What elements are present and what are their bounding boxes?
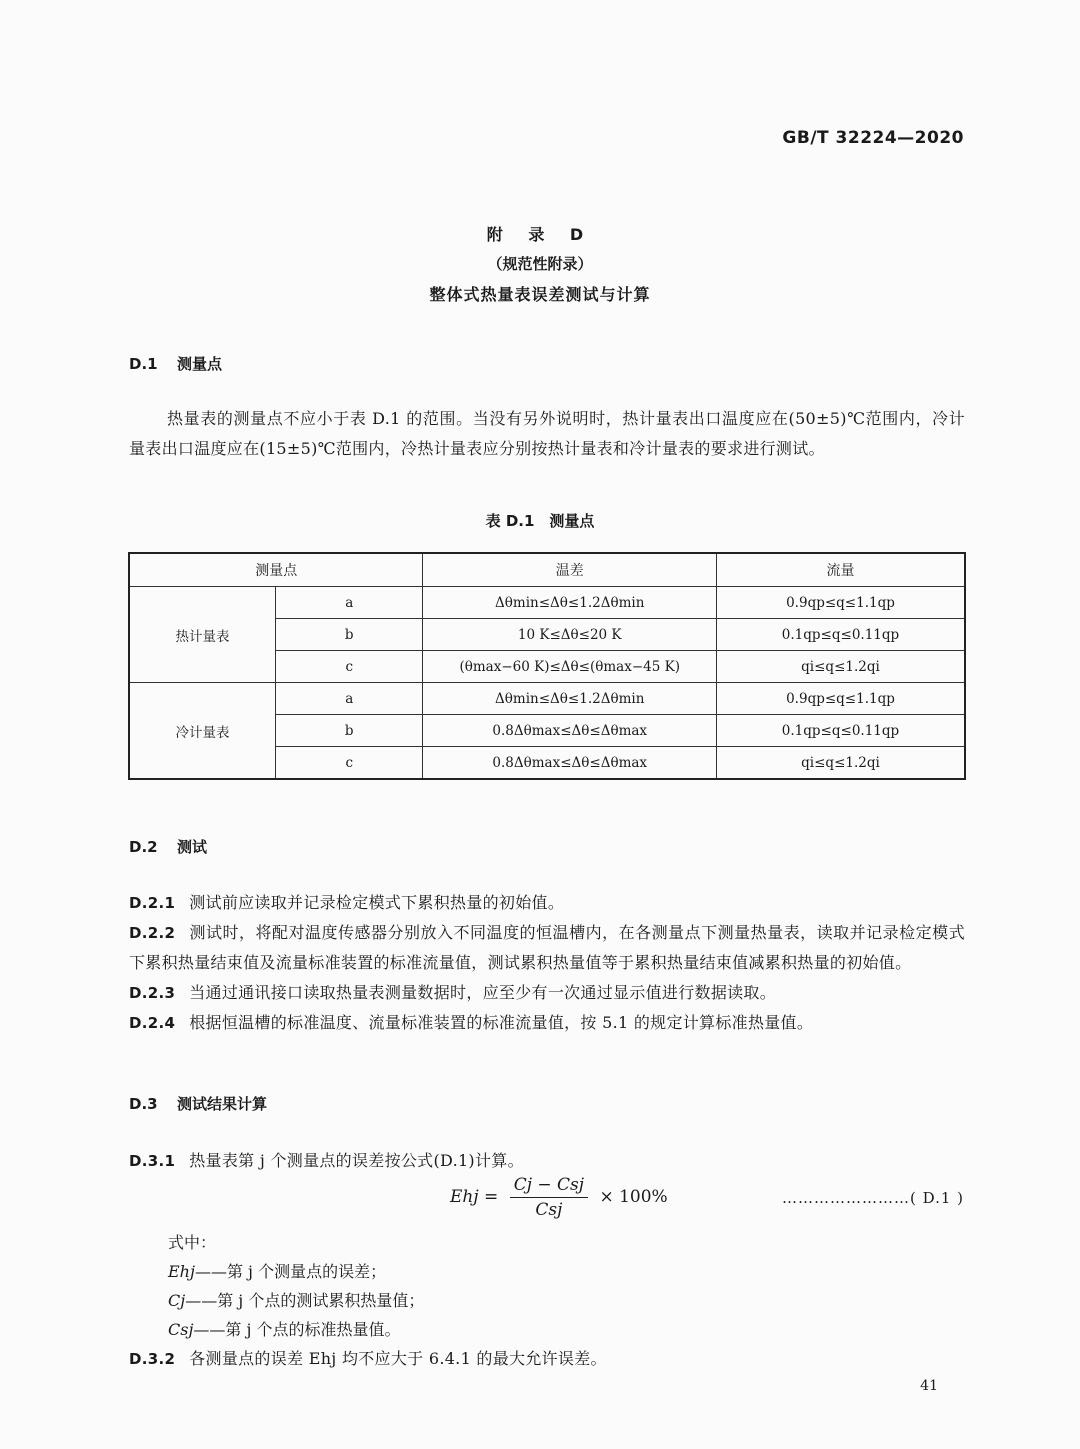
row-label: c <box>276 651 423 683</box>
formula-fraction <box>510 1175 588 1220</box>
clause-number: D.2.1 <box>129 894 176 912</box>
clause <box>129 918 965 978</box>
section-heading-d3 <box>129 1093 267 1114</box>
formula-numerator: Cj − Csj <box>510 1175 588 1198</box>
row-label: c <box>276 747 423 780</box>
temp-cell: Δθmin≤Δθ≤1.2Δθmin <box>423 587 716 619</box>
annex-title: 附 录 D <box>486 225 594 244</box>
clause-text: 各测量点的误差 Ehj 均不应大于 6.4.1 的最大允许误差。 <box>189 1349 607 1368</box>
flow-cell: qi≤q≤1.2qi <box>716 747 965 780</box>
formula-denominator: Csj <box>535 1200 563 1220</box>
clause-text: 当通过通讯接口读取热量表测量数据时，应至少有一次通过显示值进行数据读取。 <box>189 983 777 1002</box>
paragraph-d1: 热量表的测量点不应小于表 D.1 的范围。当没有另外说明时，热计量表出口温度应在(50±5)℃范围内，冷计量表出口温度应在(15±5)℃范围内，冷热计量表应分别按热计量表和冷计量表的要求进行测试。 <box>129 409 965 458</box>
clause-text: 热量表第 j 个测量点的误差按公式(D.1)计算。 <box>189 1151 524 1170</box>
clauses-d2 <box>129 888 965 1038</box>
clause-d3-2 <box>129 1344 965 1374</box>
temp-cell: 10 K≤Δθ≤20 K <box>423 619 716 651</box>
table-title: 表 D.1 测量点 <box>485 512 595 530</box>
clause-number: D.2.4 <box>129 1014 176 1032</box>
definition-item <box>168 1257 424 1286</box>
header-flow: 流量 <box>716 553 965 587</box>
formula-expression <box>450 1175 668 1220</box>
flow-cell: 0.9qp≤q≤1.1qp <box>716 683 965 715</box>
section-heading-d1 <box>129 353 222 374</box>
definition-symbol: Ehj <box>168 1262 195 1281</box>
clause-number: D.2.3 <box>129 984 176 1002</box>
definition-text: ——第 j 个点的测试累积热量值； <box>185 1291 425 1310</box>
clause <box>129 888 965 918</box>
annex-type: （规范性附录） <box>487 255 593 273</box>
flow-cell: qi≤q≤1.2qi <box>716 651 965 683</box>
section-heading-d2 <box>129 836 207 857</box>
flow-cell: 0.1qp≤q≤0.11qp <box>716 715 965 747</box>
definition-item <box>168 1315 424 1344</box>
row-label: a <box>276 683 423 715</box>
standard-number: GB/T 32224—2020 <box>782 128 964 148</box>
section-title: 测试 <box>177 838 208 856</box>
table-row <box>129 587 965 619</box>
clause <box>129 978 965 1008</box>
measurement-point-table <box>128 552 966 780</box>
section-number: D.3 <box>129 1095 158 1113</box>
temp-cell: 0.8Δθmax≤Δθ≤Δθmax <box>423 715 716 747</box>
clause-text: 测试前应读取并记录检定模式下累积热量的初始值。 <box>189 893 565 912</box>
where-label: 式中： <box>168 1233 217 1252</box>
clause-text: 根据恒温槽的标准温度、流量标准装置的标准流量值，按 5.1 的规定计算标准热量值。 <box>189 1013 814 1032</box>
clause-number: D.3.1 <box>129 1152 176 1170</box>
temp-cell: Δθmin≤Δθ≤1.2Δθmin <box>423 683 716 715</box>
formula-d1 <box>0 1175 1080 1225</box>
section-title: 测试结果计算 <box>177 1095 268 1113</box>
clause-number: D.3.2 <box>129 1350 176 1368</box>
clause <box>129 1008 965 1038</box>
clause-d3-1 <box>129 1146 965 1176</box>
equation-number: ……………………( D.1 ) <box>781 1189 964 1207</box>
header-temp: 温差 <box>423 553 716 587</box>
temp-cell: (θmax−60 K)≤Δθ≤(θmax−45 K) <box>423 651 716 683</box>
header-point: 测量点 <box>129 553 423 587</box>
flow-cell: 0.1qp≤q≤0.11qp <box>716 619 965 651</box>
row-label: b <box>276 715 423 747</box>
definition-symbol: Cj <box>168 1291 186 1310</box>
clause-number: D.2.2 <box>129 924 176 942</box>
page-number: 41 <box>920 1378 938 1394</box>
formula-lhs: Ehj = <box>450 1187 499 1207</box>
definitions <box>168 1228 424 1344</box>
clause-text: 测试时，将配对温度传感器分别放入不同温度的恒温槽内，在各测量点下测量热量表，读取并记录检定模式下累积热量结束值及流量标准装置的标准流量值，测试累积热量值等于累积热量结束值减累积热量的初始值。 <box>129 923 965 972</box>
definition-item <box>168 1286 424 1315</box>
annex-name: 整体式热量表误差测试与计算 <box>429 285 651 304</box>
section-number: D.2 <box>129 838 158 856</box>
flow-cell: 0.9qp≤q≤1.1qp <box>716 587 965 619</box>
section-number: D.1 <box>129 355 158 373</box>
temp-cell: 0.8Δθmax≤Δθ≤Δθmax <box>423 747 716 780</box>
row-label: b <box>276 619 423 651</box>
definition-text: ——第 j 个点的标准热量值。 <box>193 1320 401 1339</box>
group-name: 热计量表 <box>129 587 276 683</box>
row-label: a <box>276 587 423 619</box>
formula-multiplier: × 100% <box>599 1187 668 1207</box>
table-header-row <box>129 553 965 587</box>
definition-text: ——第 j 个测量点的误差； <box>194 1262 387 1281</box>
group-name: 冷计量表 <box>129 683 276 780</box>
table-row <box>129 683 965 715</box>
definition-symbol: Csj <box>168 1320 194 1339</box>
section-title: 测量点 <box>177 355 223 373</box>
